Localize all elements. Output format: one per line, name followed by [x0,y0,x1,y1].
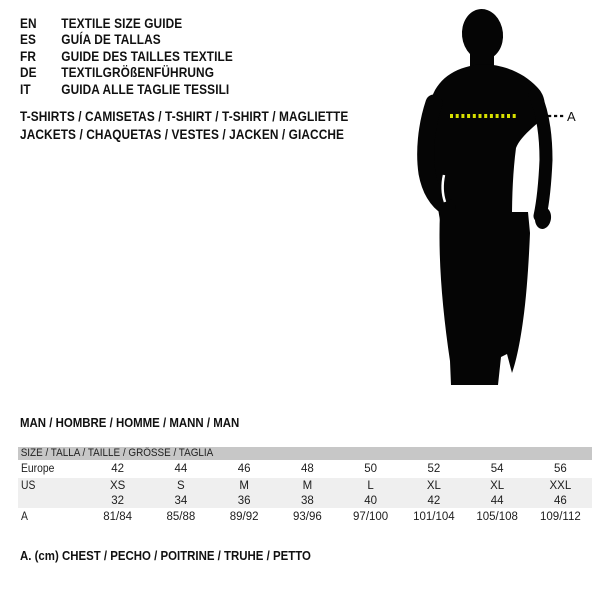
size-table-header-row [18,447,592,460]
size-cell: 109/112 [540,511,581,523]
size-cell: M [302,479,313,492]
size-cell: 44 [490,494,504,507]
language-label: GUIDE DES TAILLES TEXTILE [61,48,233,64]
size-cell: 46 [237,463,251,475]
size-table [18,447,592,526]
size-cell: 36 [237,494,251,507]
category-line-jackets: JACKETS / CHAQUETAS / VESTES / JACKEN / GIACCHE [20,127,345,142]
size-cell: 81/84 [103,511,133,523]
size-cell: S [177,479,185,492]
language-row-de [20,65,233,81]
language-code: FR [20,48,37,64]
language-row-es [20,32,233,48]
language-label: GUIDA ALLE TAGLIE TESSILI [61,81,230,97]
size-cell: XL [426,479,441,492]
size-cell: 93/96 [292,511,322,523]
language-code: EN [20,16,37,31]
category-line-tshirts: T-SHIRTS / CAMISETAS / T-SHIRT / T-SHIRT / MAGLIETTE [20,109,349,124]
size-cell: 52 [427,463,441,475]
row-label: Europe [21,463,55,475]
size-cell: 42 [111,463,125,475]
size-cell: 42 [427,494,441,507]
language-label: GUÍA DE TALLAS [61,32,161,48]
size-cell: 34 [174,494,188,507]
size-table-row-us [18,478,592,493]
garment-categories [20,108,348,144]
size-cell: 105/108 [476,511,518,523]
language-code: DE [20,65,37,81]
size-cell: 32 [111,494,125,507]
language-code: ES [20,32,37,48]
measurement-footnote-text: A. (cm) CHEST / PECHO / POITRINE / TRUHE / PETTO [20,548,311,563]
size-cell: 50 [364,463,378,475]
man-silhouette-svg [410,5,580,395]
man-silhouette [426,7,553,385]
language-row-fr [20,49,233,65]
language-code: IT [20,81,31,97]
size-cell: 101/104 [413,511,455,523]
size-table-header-text: SIZE / TALLA / TAILLE / GRÖSSE / TAGLIA [20,447,214,459]
row-label: US [21,479,36,492]
size-cell: 54 [490,463,504,475]
size-cell: XL [490,479,505,492]
size-cell: 40 [364,494,378,507]
language-label: TEXTILGRÖßENFÜHRUNG [61,65,215,81]
size-cell: 89/92 [229,511,259,523]
section-title-text: MAN / HOMBRE / HOMME / MANN / MAN [20,415,240,430]
size-cell: 97/100 [353,511,389,523]
size-cell: M [239,479,249,492]
man-silhouette-figure [410,5,580,395]
size-cell: 46 [553,494,567,507]
size-cell: 38 [300,494,314,507]
size-cell: 44 [174,463,188,475]
language-list [20,16,233,98]
size-cell: XXL [549,479,572,492]
size-table-row-europe [18,460,592,478]
section-title-man [20,416,269,430]
language-label: TEXTILE SIZE GUIDE [61,16,183,31]
row-label: A [21,511,28,523]
size-cell: L [367,479,374,492]
size-cell: 85/88 [166,511,196,523]
size-table-row-numeric [18,493,592,508]
size-table-row-a-chest [18,508,592,526]
measurement-label-a: A [567,109,576,124]
size-cell: 48 [300,463,314,475]
language-row-en [20,16,233,32]
size-cell: 56 [553,463,567,475]
measurement-footnote [20,549,351,563]
language-row-it [20,82,233,98]
size-cell: XS [109,479,126,492]
